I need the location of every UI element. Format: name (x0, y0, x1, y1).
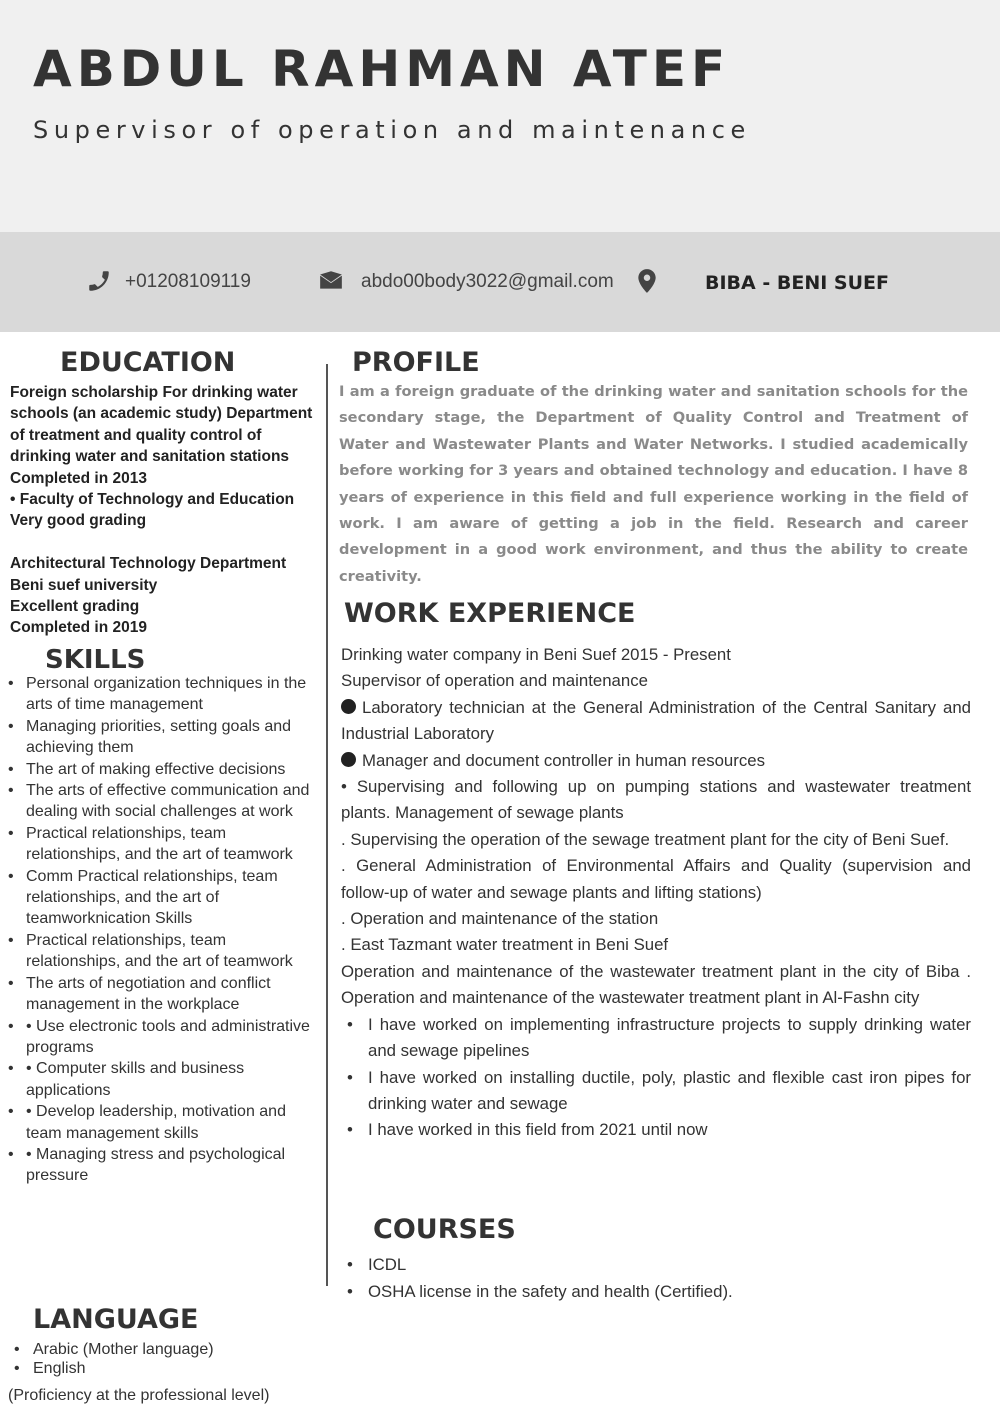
skill-item: • • Managing stress and psychological pressure (8, 1144, 320, 1187)
work-bullet: • I have worked on implementing infrastructure projects to supply drinking water and sewage pipelines (341, 1012, 971, 1065)
skill-item: • • Computer skills and business applications (8, 1058, 320, 1101)
skill-item: • • Use electronic tools and administrative programs (8, 1016, 320, 1059)
skill-item: • The arts of effective communication and dealing with social challenges at work (8, 780, 320, 823)
work-bullet: • I have worked on installing ductile, poly, plastic and flexible cast iron pipes for drinking water and sewage (341, 1065, 971, 1118)
work-line: . Supervising the operation of the sewage treatment plant for the city of Beni Suef. (341, 829, 950, 849)
column-divider (326, 364, 328, 1286)
education-line: Completed in 2019 (10, 619, 147, 637)
language-note: (Proficiency at the professional level) (8, 1387, 270, 1404)
work-line: • Supervising and following up on pumping stations and wastewater treatment plants. Management of sewage plants (341, 777, 971, 823)
skill-item: • Practical relationships, team relationships, and the art of teamwork (8, 823, 320, 866)
work-line: . East Tazmant water treatment in Beni Suef (341, 935, 669, 955)
skills-heading: SKILLS (45, 645, 146, 675)
skill-item: • Practical relationships, team relationships, and the art of teamwork (8, 930, 320, 973)
header-banner (0, 0, 1000, 232)
phone-icon (86, 268, 112, 294)
education-line: Excellent grading (10, 598, 140, 616)
skills-list (8, 673, 320, 1187)
language-heading: LANGUAGE (33, 1304, 199, 1335)
skill-item: • Personal organization techniques in the arts of time management (8, 673, 320, 716)
work-line: Operation and maintenance of the wastewater treatment plant in the city of Biba . Operation and maintenance of the wastewater treatment plant in Al-Fashn city (341, 961, 971, 1008)
education-heading: EDUCATION (60, 347, 236, 378)
work-role: Supervisor of operation and maintenance (341, 671, 648, 691)
work-line: . Operation and maintenance of the station (341, 909, 659, 929)
education-line: Very good grading (10, 512, 147, 530)
work-duty (341, 695, 971, 748)
courses-heading: COURSES (373, 1214, 516, 1245)
education-line: Completed in 2013 (10, 469, 147, 487)
skill-item: • Managing priorities, setting goals and achieving them (8, 716, 320, 759)
course-item: • OSHA license in the safety and health (Certified). (341, 1278, 971, 1305)
work-duty-text: Laboratory technician at the General Administration of the Central Sanitary and Industrial Laboratory (341, 697, 971, 744)
work-duty (341, 748, 971, 774)
job-title: Supervisor of operation and maintenance (33, 116, 751, 144)
skill-item: • The art of making effective decisions (8, 759, 320, 780)
course-item: • ICDL (341, 1251, 971, 1278)
phone-number[interactable]: +01208109119 (125, 271, 251, 292)
envelope-icon (318, 268, 344, 294)
education-line: Beni suef university (10, 576, 158, 594)
profile-text: I am a foreign graduate of the drinking water and sanitation schools for the secondary stage, the Department of Quality Control and Treatment of Water and Wastewater Plants and Water Networks. I studied academically before working for 3 years and obtained technology and education. I have 8 years of experience in this field and full experience working in the field of work. I am aware of getting a job in the field. Research and career development in a good work environment, and thus the ability to create creativity. (339, 383, 968, 585)
language-item: • Arabic (Mother language) (8, 1340, 214, 1359)
profile-heading: PROFILE (352, 347, 480, 378)
language-list (8, 1340, 214, 1378)
language-item: • English (8, 1359, 214, 1378)
email-address[interactable]: abdo00body3022@gmail.com (361, 271, 614, 292)
work-duty-text: Manager and document controller in human resources (362, 750, 765, 770)
work-bullets (341, 1012, 971, 1144)
location-pin-icon (634, 268, 660, 294)
education-line: Foreign scholarship For drinking water schools (an academic study) Department of treatment and quality control of drinking water and sanitation stations (10, 384, 313, 466)
skill-item: • • Develop leadership, motivation and team management skills (8, 1101, 320, 1144)
courses-list (341, 1251, 971, 1305)
work-experience-section (341, 642, 971, 1144)
work-company: Drinking water company in Beni Suef 2015 - Present (341, 645, 731, 664)
education-line: Architectural Technology Department (10, 555, 287, 573)
filled-circle-icon (341, 699, 356, 714)
work-line: . General Administration of Environmental Affairs and Quality (supervision and follow-up of water and sewage plants and lifting stations) (341, 856, 971, 902)
education-section (10, 382, 322, 639)
education-line: • Faculty of Technology and Education (10, 491, 295, 509)
work-experience-heading: WORK EXPERIENCE (344, 598, 636, 629)
person-name: ABDUL RAHMAN ATEF (33, 40, 731, 98)
skill-item: • The arts of negotiation and conflict management in the workplace (8, 973, 320, 1016)
filled-circle-icon (341, 752, 356, 767)
skill-item: • Comm Practical relationships, team relationships, and the art of teamworknication Skills (8, 866, 320, 930)
work-bullet: • I have worked in this field from 2021 until now (341, 1117, 971, 1143)
location: BIBA - BENI SUEF (705, 272, 889, 294)
